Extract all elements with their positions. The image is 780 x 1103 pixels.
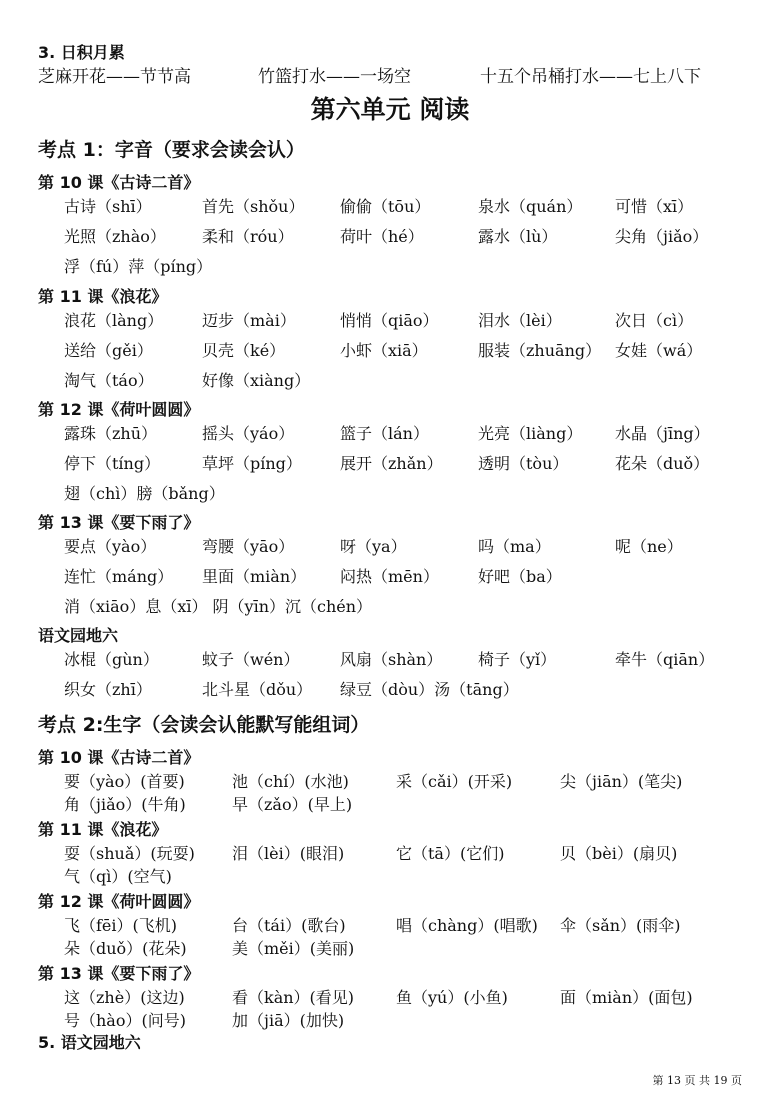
word-entry: 浮（fú）萍（píng） (64, 257, 213, 276)
word-entry: 小虾（xiā） (340, 341, 428, 360)
lesson-title: 语文园地六 (38, 626, 119, 645)
word-entry: 贝壳（ké） (202, 341, 286, 360)
word-entry: 早（zǎo）(早上) (232, 795, 353, 814)
lesson-title: 第 12 课《荷叶圆圆》 (38, 400, 200, 419)
kaodian-2-title: 考点 2:生字（会读会认能默写能组词） (38, 714, 370, 736)
lesson-title: 第 11 课《浪花》 (38, 820, 168, 839)
section-3-title: 3. 日积月累 (38, 43, 125, 62)
word-entry: 号（hào）(问号) (64, 1011, 186, 1030)
word-entry: 光亮（liàng） (478, 424, 583, 443)
word-entry: 女娃（wá） (615, 341, 703, 360)
word-entry: 连忙（máng） (64, 567, 174, 586)
word-entry: 柔和（róu） (202, 227, 294, 246)
idiom-2: 竹篮打水——一场空 (258, 67, 411, 87)
word-entry: 北斗星（dǒu） (202, 680, 313, 699)
page-footer: 第 13 页 共 19 页 (652, 1074, 742, 1087)
word-entry: 它（tā）(它们) (396, 844, 505, 863)
word-entry: 要（yào）(首要) (64, 772, 185, 791)
word-entry: 迈步（mài） (202, 311, 296, 330)
word-entry: 古诗（shī） (64, 197, 152, 216)
word-entry: 鱼（yú）(小鱼) (396, 988, 508, 1007)
lesson-title: 第 11 课《浪花》 (38, 287, 168, 306)
word-entry: 摇头（yáo） (202, 424, 295, 443)
word-entry: 朵（duǒ）(花朵) (64, 939, 187, 958)
word-entry: 采（cǎi）(开采) (396, 772, 513, 791)
word-entry: 草坪（píng） (202, 454, 302, 473)
word-entry: 冰棍（gùn） (64, 650, 159, 669)
word-entry: 送给（gěi） (64, 341, 153, 360)
word-entry: 篮子（lán） (340, 424, 429, 443)
word-entry: 气（qì）(空气) (64, 867, 172, 886)
word-entry: 织女（zhī） (64, 680, 152, 699)
word-entry: 美（měi）(美丽) (232, 939, 355, 958)
word-entry: 透明（tòu） (478, 454, 569, 473)
word-entry: 呢（ne） (615, 537, 683, 556)
word-entry: 悄悄（qiāo） (340, 311, 439, 330)
word-entry: 翅（chì）膀（bǎng） (64, 484, 225, 503)
word-entry: 淘气（táo） (64, 371, 154, 390)
word-entry: 尖（jiān）(笔尖) (560, 772, 683, 791)
word-entry: 吗（ma） (478, 537, 551, 556)
lesson-title: 第 13 课《要下雨了》 (38, 964, 200, 983)
word-entry: 风扇（shàn） (340, 650, 443, 669)
kaodian-1-title: 考点 1：字音（要求会读会认） (38, 139, 305, 161)
word-entry: 露水（lù） (478, 227, 558, 246)
word-entry: 好像（xiàng） (202, 371, 311, 390)
word-entry: 露珠（zhū） (64, 424, 158, 443)
word-entry: 水晶（jīng） (615, 424, 710, 443)
section-5-title: 5. 语文园地六 (38, 1033, 141, 1052)
word-entry: 这（zhè）(这边) (64, 988, 185, 1007)
word-entry: 耍（shuǎ）(玩耍) (64, 844, 195, 863)
word-entry: 服装（zhuāng） (478, 341, 602, 360)
word-entry: 伞（sǎn）(雨伞) (560, 916, 681, 935)
word-entry: 飞（fēi）(飞机) (64, 916, 177, 935)
word-entry: 加（jiā）(加快) (232, 1011, 345, 1030)
idiom-3: 十五个吊桶打水——七上八下 (480, 67, 701, 87)
word-entry: 花朵（duǒ） (615, 454, 710, 473)
word-entry: 浪花（làng） (64, 311, 164, 330)
word-entry: 泉水（quán） (478, 197, 583, 216)
word-entry: 角（jiǎo）(牛角) (64, 795, 186, 814)
word-entry: 消（xiāo）息（xī） 阴（yīn）沉（chén） (64, 597, 373, 616)
word-entry: 好吧（ba） (478, 567, 562, 586)
word-entry: 尖角（jiǎo） (615, 227, 709, 246)
word-entry: 可惜（xī） (615, 197, 694, 216)
unit-title: 第六单元 阅读 (310, 95, 470, 124)
word-entry: 停下（tíng） (64, 454, 161, 473)
word-entry: 绿豆（dòu）汤（tāng） (340, 680, 519, 699)
lesson-title: 第 10 课《古诗二首》 (38, 173, 200, 192)
word-entry: 次日（cì） (615, 311, 694, 330)
lesson-title: 第 12 课《荷叶圆圆》 (38, 892, 200, 911)
word-entry: 贝（bèi）(扇贝) (560, 844, 678, 863)
word-entry: 首先（shǒu） (202, 197, 305, 216)
word-entry: 呀（ya） (340, 537, 407, 556)
word-entry: 弯腰（yāo） (202, 537, 295, 556)
word-entry: 泪（lèi）(眼泪) (232, 844, 345, 863)
word-entry: 牵牛（qiān） (615, 650, 715, 669)
word-entry: 里面（miàn） (202, 567, 307, 586)
lesson-title: 第 13 课《要下雨了》 (38, 513, 200, 532)
word-entry: 池（chí）(水池) (232, 772, 349, 791)
word-entry: 泪水（lèi） (478, 311, 562, 330)
word-entry: 偷偷（tōu） (340, 197, 431, 216)
word-entry: 台（tái）(歌台) (232, 916, 346, 935)
word-entry: 光照（zhào） (64, 227, 166, 246)
word-entry: 唱（chàng）(唱歌) (396, 916, 538, 935)
idiom-1: 芝麻开花——节节高 (38, 67, 191, 87)
word-entry: 闷热（mēn） (340, 567, 439, 586)
word-entry: 面（miàn）(面包) (560, 988, 693, 1007)
lesson-title: 第 10 课《古诗二首》 (38, 748, 200, 767)
word-entry: 展开（zhǎn） (340, 454, 443, 473)
word-entry: 荷叶（hé） (340, 227, 424, 246)
word-entry: 蚊子（wén） (202, 650, 300, 669)
word-entry: 看（kàn）(看见) (232, 988, 355, 1007)
word-entry: 要点（yào） (64, 537, 157, 556)
word-entry: 椅子（yǐ） (478, 650, 557, 669)
